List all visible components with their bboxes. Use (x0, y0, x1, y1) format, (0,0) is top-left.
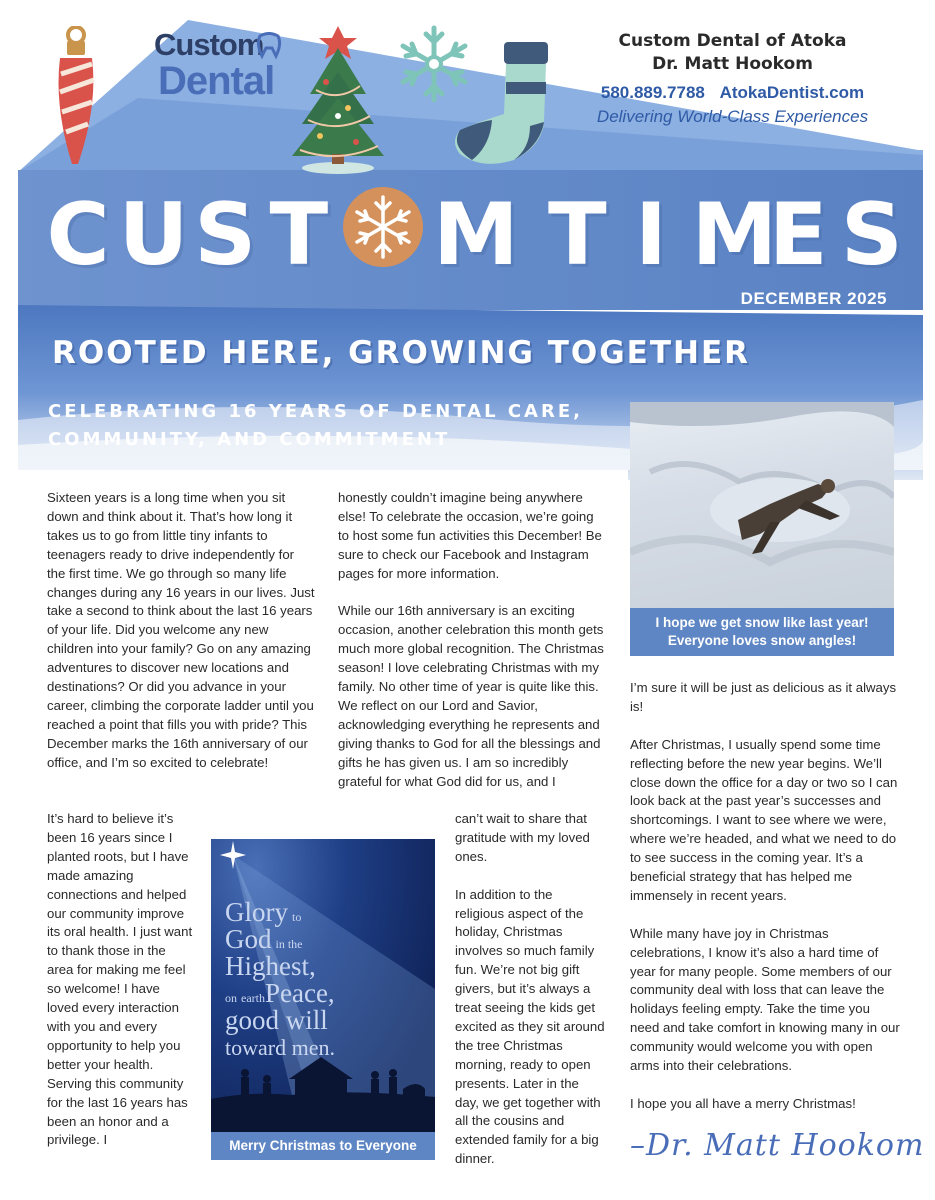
masthead-letter: E (768, 185, 828, 285)
masthead-letter: M (691, 185, 778, 285)
paragraph: Sixteen years is a long time when you sit down and think about it. That’s how long it takes us to go from little tiny infants to teenagers ready to drive independently for the first time. We go through so many life changes during any 16 years in our lives. Just take a second to think about the last 16 years of your life. Did you welcome any new children into your family? Go on any amazing adventures to discover new locations and destinations? Or did you advance in your career, climbing the corporate ladder until you reached a point that fills you with pride? This December marks the 16th anniversary of our office, and I’m so excited to celebrate! (47, 490, 315, 770)
article-column-2-continued (455, 810, 605, 1169)
masthead-letter: T (269, 185, 329, 285)
article-column-3 (630, 679, 900, 1114)
paragraph: After Christmas, I usually spend some time reflecting before the new year begins. We’ll close down the office for a day or two so I can look back at the past year’s successes and shortcomings. I want to see where we were, where we’re headed, and what we need to do to see success in the coming year. It’s a beneficial strategy that has helped me immensely in recent years. (630, 736, 898, 903)
sock-icon (452, 42, 554, 168)
nativity-image (211, 839, 435, 1132)
snow-angel-photo (630, 402, 894, 608)
paragraph: I’m sure it will be just as delicious as it always is! (630, 680, 897, 714)
nativity-word: earth (241, 991, 265, 1005)
masthead-letter: I (635, 185, 667, 285)
contact-block (560, 30, 905, 129)
paragraph: While our 16th anniversary is an exciting occasion, another celebration this month gets much more global recognition. The Christmas season! I love celebrating Christmas with my family. No other time of year is quite like this. We reflect on our Lord and Savior, acknowledging everything he represents and giving thanks to God for all the blessings and gifts he has given us. I am so incredibly grateful for what God did for us, and I (338, 603, 604, 789)
nativity-word: God (225, 924, 272, 954)
snow-photo-caption (630, 608, 894, 656)
nativity-word: good will (225, 1005, 328, 1035)
logo-line-1: Custom (154, 27, 264, 62)
website-link[interactable]: AtokaDentist.com (719, 83, 865, 102)
masthead-letter: C (46, 185, 110, 285)
custom-dental-logo (154, 28, 284, 103)
nativity-word: Highest, (225, 951, 316, 981)
caption-line: I hope we get snow like last year! (655, 615, 869, 630)
contact-line (560, 82, 905, 104)
tagline: Delivering World-Class Experiences (596, 107, 869, 126)
orange-snowflake-icon (341, 185, 425, 269)
logo-line-2: Dental (158, 59, 275, 103)
nativity-text (225, 899, 425, 1061)
nativity-word: Peace, (264, 978, 335, 1008)
article-column-1 (47, 489, 315, 773)
masthead-letter: T (548, 185, 607, 285)
issue-date: DECEMBER 2025 (740, 289, 887, 308)
ornament-icon (52, 26, 100, 166)
nativity-word: toward men. (225, 1035, 335, 1060)
paragraph: I hope you all have a merry Christmas! (630, 1095, 856, 1111)
nativity-word: to (292, 910, 302, 924)
caption-line: Everyone loves snow angles! (667, 633, 857, 648)
paragraph: can’t wait to share that gratitude with my loved ones. (455, 811, 590, 864)
phone-number[interactable]: 580.889.7788 (600, 83, 705, 102)
paragraph: In addition to the religious aspect of the holiday, Christmas involves so much family fun. We’re not big gift givers, but it’s always a treat seeing the kids get excited as they sit around the tree Christmas morning, ready to open presents. Later in the day, we get together with all the cousins and extended family for a big dinner. (455, 886, 605, 1167)
practice-name: Custom Dental of Atoka (618, 31, 847, 51)
subhead-line: COMMUNITY, AND COMMITMENT (48, 429, 451, 450)
nativity-word: on (225, 991, 237, 1005)
masthead-letter: U (118, 185, 189, 285)
masthead-title (45, 185, 905, 285)
masthead-letter: M (433, 185, 519, 285)
paragraph: honestly couldn’t imagine being anywhere else! To celebrate the occasion, we’re going to host some fun activities this December! Be sure to check our Facebook and Instagram pages for more information. (338, 490, 602, 581)
article-column-2 (338, 489, 608, 791)
article-headline: ROOTED HERE, GROWING TOGETHER (52, 335, 750, 371)
paragraph: While many have joy in Christmas celebrations, I know it’s also a hard time of year for many people. Some members of our community deal with loss that can leave the holidays feeling empty. Take the time you need and take comfort in knowing many in our community would welcome you with open arms into their celebrations. (630, 925, 900, 1074)
nativity-word: Glory (225, 897, 288, 927)
masthead-letter: S (840, 185, 903, 285)
doctor-name: Dr. Matt Hookom (652, 54, 813, 74)
christmas-tree-icon (286, 16, 390, 176)
nativity-word: in the (275, 937, 303, 951)
masthead-snowflake-o (340, 185, 426, 285)
subhead-line: CELEBRATING 16 YEARS OF DENTAL CARE, (48, 401, 583, 422)
article-column-1-continued (47, 810, 195, 1150)
paragraph: It’s hard to believe it’s been 16 years since I planted roots, but I have made amazing connections and helped our community improve its oral health. I just want to thank those in the area for making me feel so welcome! I have loved every interaction with you and every opportunity to help you better your health. Serving this community for the last 16 years has been an honor and a privilege. I (47, 811, 193, 1148)
article-subhead (48, 398, 628, 454)
masthead-letter: S (194, 185, 257, 285)
signature: –Dr. Matt Hookom (630, 1128, 925, 1163)
nativity-caption: Merry Christmas to Everyone (211, 1132, 435, 1160)
tooth-icon (256, 32, 282, 60)
